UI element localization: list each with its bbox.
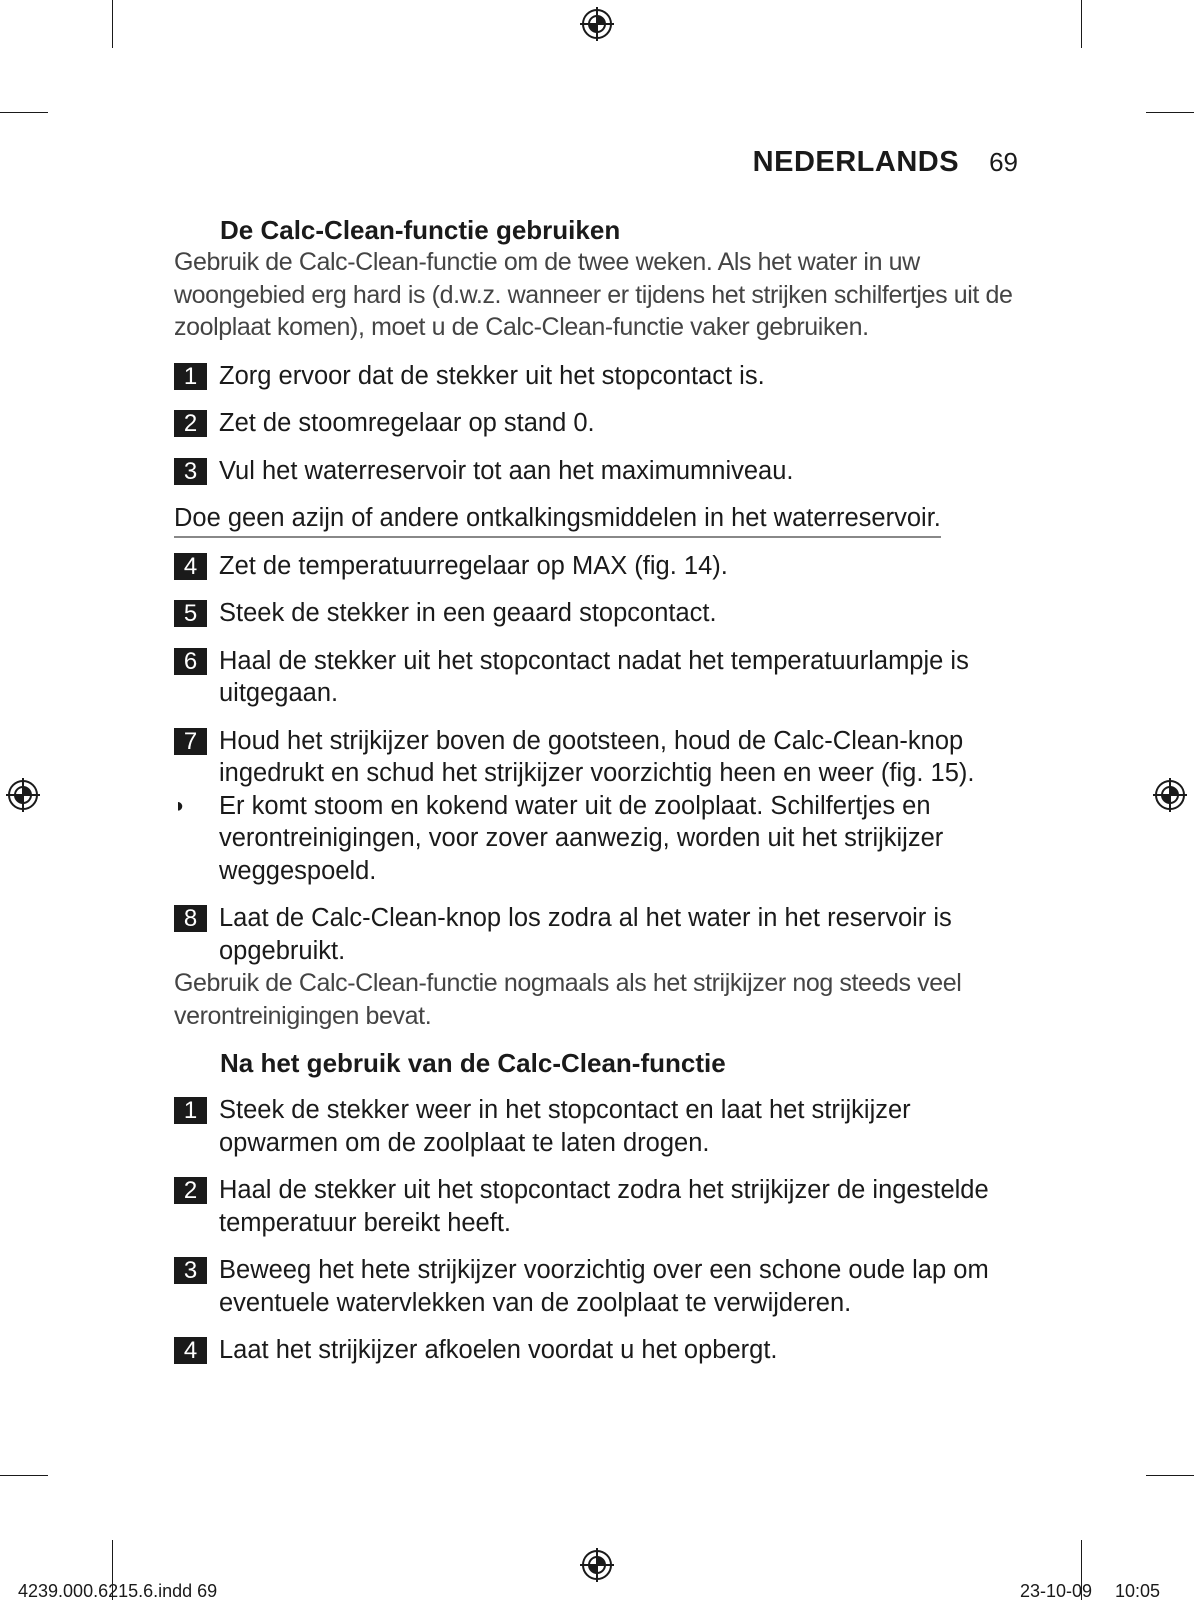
bullet-text: Er komt stoom en kokend water uit de zoolplaat. Schilfertjes en verontreinigingen, voor zover aanwezig, worden uit het strijkijzer weggespoeld. <box>219 791 944 885</box>
step-item <box>174 1334 1034 1367</box>
step-item <box>174 1174 1034 1239</box>
step-text: Laat het strijkijzer afkoelen voordat u het opbergt. <box>219 1336 778 1364</box>
step-number: 6 <box>174 648 207 675</box>
page-content <box>174 214 1034 1367</box>
registration-mark-icon <box>580 7 614 41</box>
step-item <box>174 902 1034 967</box>
step-item <box>174 407 1034 440</box>
step-item <box>174 455 1034 488</box>
step-number: 4 <box>174 553 207 580</box>
footer-file-info: 4239.000.6215.6.indd 69 <box>18 1581 218 1601</box>
step-number: 1 <box>174 1097 207 1124</box>
step-number: 7 <box>174 728 207 755</box>
crop-mark <box>112 0 113 48</box>
step-number: 2 <box>174 410 207 437</box>
footer-date: 23-10-09 <box>1020 1581 1093 1601</box>
step-item <box>174 550 1034 583</box>
registration-mark-icon <box>1153 778 1187 812</box>
crop-mark <box>1146 1475 1194 1476</box>
step-text: Laat de Calc-Clean-knop los zodra al het water in het reservoir is opgebruikt. <box>219 904 952 965</box>
step-item <box>174 360 1034 393</box>
step-number: 5 <box>174 600 207 627</box>
result-bullet <box>174 790 1034 888</box>
step-number: 1 <box>174 363 207 390</box>
registration-mark-icon <box>580 1548 614 1582</box>
step-item <box>174 597 1034 630</box>
page-number: 69 <box>989 147 1018 177</box>
crop-mark <box>1081 0 1082 48</box>
step-item <box>174 725 1034 790</box>
step-item <box>174 645 1034 710</box>
bullet-icon: ◗ <box>174 794 187 817</box>
step-text: Houd het strijkijzer boven de gootsteen, houd de Calc-Clean-knop ingedrukt en schud het strijkijzer voorzichtig heen en weer (fig. 15). <box>219 726 975 787</box>
step-text: Vul het waterreservoir tot aan het maximumniveau. <box>219 456 794 485</box>
crop-mark <box>1146 112 1194 113</box>
step-text: Zet de temperatuurregelaar op MAX (fig. 14). <box>219 551 728 580</box>
step-item <box>174 1254 1034 1319</box>
step-number: 2 <box>174 1177 207 1204</box>
step-text: Zet de stoomregelaar op stand 0. <box>219 409 595 437</box>
step-text: Steek de stekker in een geaard stopcontact. <box>219 599 717 627</box>
outro-paragraph: Gebruik de Calc-Clean-functie nogmaals als het strijkijzer nog steeds veel verontreinigingen bevat. <box>174 969 962 1030</box>
step-text: Zorg ervoor dat de stekker uit het stopcontact is. <box>219 361 765 390</box>
step-text: Steek de stekker weer in het stopcontact en laat het strijkijzer opwarmen om de zoolplaat te laten drogen. <box>219 1096 911 1157</box>
section-heading: De Calc-Clean-functie gebruiken <box>220 215 621 245</box>
registration-mark-icon <box>6 778 40 812</box>
section-heading: Na het gebruik van de Calc-Clean-functie <box>220 1048 726 1078</box>
page-header <box>753 146 1018 179</box>
footer-time: 10:05 <box>1115 1581 1161 1601</box>
step-number: 3 <box>174 458 207 485</box>
warning-note: Doe geen azijn of andere ontkalkingsmiddelen in het waterreservoir. <box>174 502 941 538</box>
language-title: NEDERLANDS <box>752 146 960 178</box>
step-text: Beweeg het hete strijkijzer voorzichtig over een schone oude lap om eventuele watervlekken van de zoolplaat te verwijderen. <box>219 1256 989 1317</box>
step-text: Haal de stekker uit het stopcontact zodra het strijkijzer de ingestelde temperatuur bereikt heeft. <box>219 1176 989 1237</box>
step-item <box>174 1094 1034 1159</box>
step-number: 4 <box>174 1337 207 1364</box>
crop-mark <box>0 112 48 113</box>
crop-mark <box>0 1475 48 1476</box>
step-number: 3 <box>174 1257 207 1284</box>
intro-paragraph: Gebruik de Calc-Clean-functie om de twee weken. Als het water in uw woongebied erg hard is (d.w.z. wanneer er tijdens het strijken schilfertjes uit de zoolplaat komen), moet u de Calc-Clean-functie vaker gebruiken. <box>174 248 1013 341</box>
step-text: Haal de stekker uit het stopcontact nadat het temperatuurlampje is uitgegaan. <box>219 646 969 707</box>
step-number: 8 <box>174 905 207 932</box>
